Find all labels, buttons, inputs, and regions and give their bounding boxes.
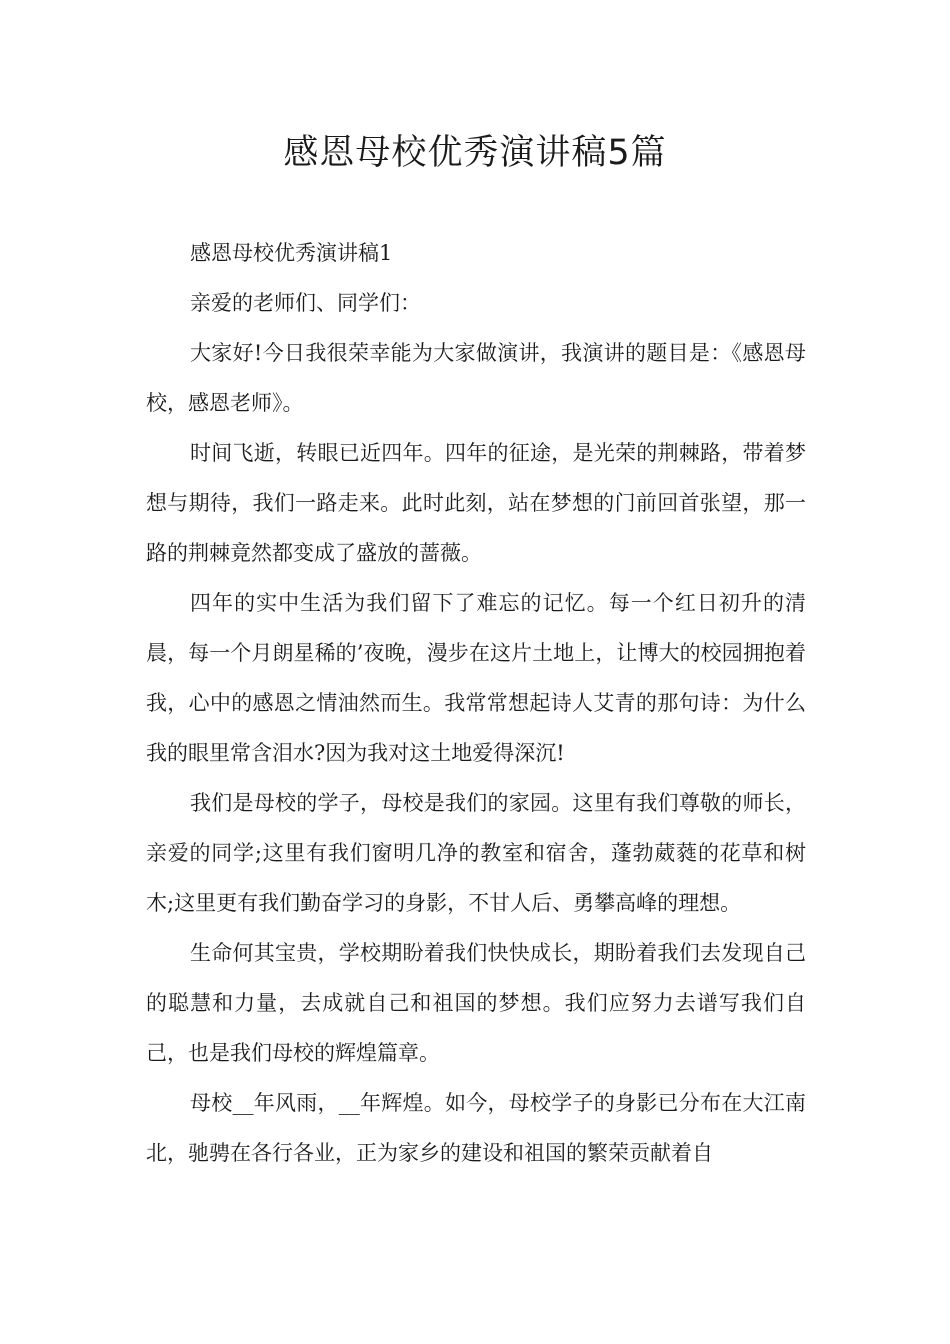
document-title: 感恩母校优秀演讲稿5篇 [283, 133, 667, 173]
paragraph: 时间飞逝，转眼已近四年。四年的征途，是光荣的荆棘路，带着梦想与期待，我们一路走来。此时此刻，站在梦想的门前回首张望，那一路的荆棘竟然都变成了盛放的蔷薇。 [146, 441, 806, 565]
paragraph: 我们是母校的学子，母校是我们的家园。这里有我们尊敬的师长，亲爱的同学;这里有我们窗明几净的教室和宿舍，蓬勃葳蕤的花草和树木;这里更有我们勤奋学习的身影，不甘人后、勇攀高峰的理想。 [146, 791, 806, 915]
paragraph: 生命何其宝贵，学校期盼着我们快快成长，期盼着我们去发现自己的聪慧和力量，去成就自己和祖国的梦想。我们应努力去谱写我们自己，也是我们母校的辉煌篇章。 [146, 941, 806, 1065]
salutation: 亲爱的老师们、同学们： [190, 291, 421, 315]
paragraph: 母校__年风雨，__年辉煌。如今，母校学子的身影已分布在大江南北，驰骋在各行各业，正为家乡的建设和祖国的繁荣贡献着自 [146, 1091, 806, 1165]
document-body [146, 228, 806, 1178]
paragraph: 四年的实中生活为我们留下了难忘的记忆。每一个红日初升的清晨，每一个月朗星稀的’夜晚，漫步在这片土地上，让博大的校园拥抱着我，心中的感恩之情油然而生。我常常想起诗人艾青的那句诗：为什么我的眼里常含泪水?因为我对这土地爱得深沉! [146, 591, 806, 765]
section-heading: 感恩母校优秀演讲稿1 [190, 241, 393, 265]
paragraph: 大家好!今日我很荣幸能为大家做演讲，我演讲的题目是：《感恩母校，感恩老师》。 [146, 341, 806, 415]
